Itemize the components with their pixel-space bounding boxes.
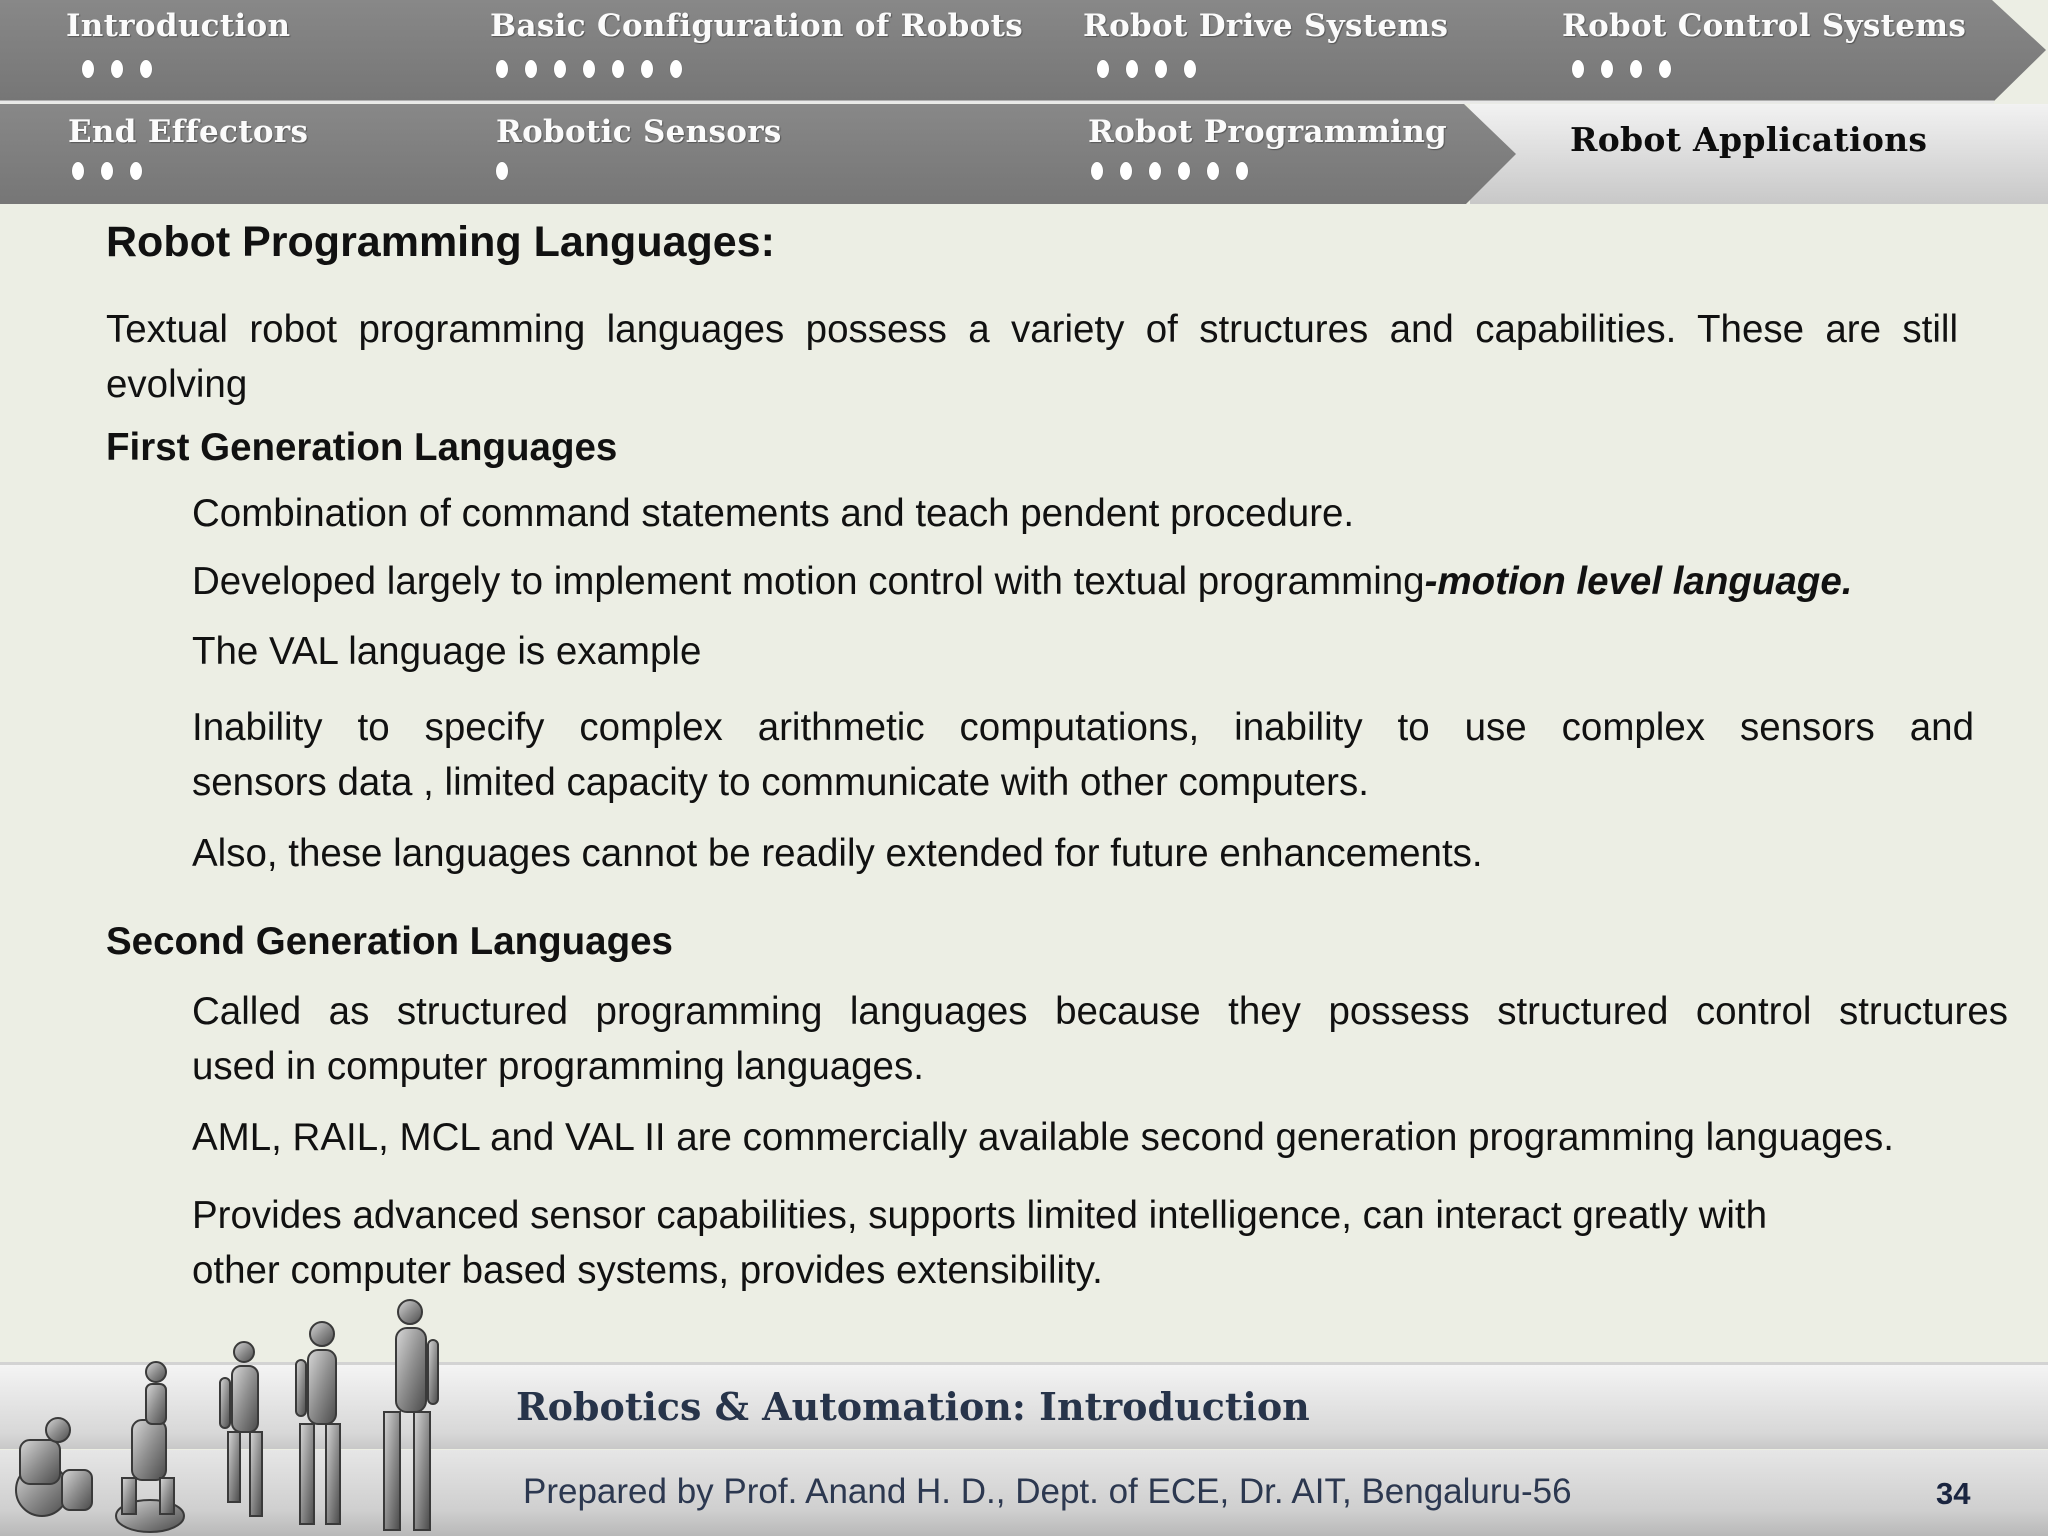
- second-gen-point-2: AML, RAIL, MCL and VAL II are commercially available second generation programming languages.: [192, 1116, 1894, 1159]
- first-gen-point-4-line: Inability to specify complex arithmetic computations, inability to use complex sensors and: [192, 706, 1974, 749]
- nav-dot[interactable]: [1126, 60, 1138, 78]
- first-gen-point-4: [192, 700, 1974, 810]
- nav-dot[interactable]: [583, 60, 595, 78]
- nav-dot[interactable]: [140, 60, 152, 78]
- page-number: 34: [1936, 1476, 1971, 1511]
- nav-label: End Effectors: [68, 114, 309, 150]
- first-gen-point-1: Combination of command statements and teach pendent procedure.: [192, 492, 1355, 535]
- nav-dot[interactable]: [130, 162, 142, 180]
- intro-paragraph: [106, 302, 1958, 412]
- first-gen-heading: First Generation Languages: [106, 426, 618, 469]
- nav-label: Robotic Sensors: [496, 114, 782, 150]
- intro-line: evolving: [106, 363, 248, 406]
- nav-dot[interactable]: [1207, 162, 1219, 180]
- nav-item-robot-programming[interactable]: [1088, 114, 1447, 180]
- nav-label: Robot Drive Systems: [1083, 8, 1449, 44]
- nav-dot[interactable]: [641, 60, 653, 78]
- nav-dot[interactable]: [496, 162, 508, 180]
- nav-dots: [1562, 60, 1966, 78]
- nav-dots: [490, 60, 1023, 78]
- nav-label: Robot Control Systems: [1562, 8, 1967, 44]
- nav-label: Robot Programming: [1088, 114, 1448, 150]
- nav-dot[interactable]: [111, 60, 123, 78]
- first-gen-point-5: Also, these languages cannot be readily extended for future enhancements.: [192, 832, 1483, 875]
- intro-line: Textual robot programming languages possess a variety of structures and capabilities. These are still: [106, 308, 1958, 351]
- nav-dot[interactable]: [670, 60, 682, 78]
- footer-title: Robotics & Automation: Introduction: [516, 1384, 1310, 1429]
- nav-dot[interactable]: [1572, 60, 1584, 78]
- nav-item-control-systems[interactable]: [1562, 8, 1966, 78]
- nav-dot[interactable]: [1097, 60, 1109, 78]
- first-gen-point-4-line: sensors data , limited capacity to communicate with other computers.: [192, 761, 1369, 804]
- first-gen-point-3: The VAL language is example: [192, 630, 702, 673]
- second-gen-heading: Second Generation Languages: [106, 920, 673, 963]
- footer-credit: Prepared by Prof. Anand H. D., Dept. of ECE, Dr. AIT, Bengaluru-56: [523, 1472, 1572, 1511]
- first-gen-point-2-emphasis: -motion level language.: [1424, 560, 1853, 603]
- nav-dots: [68, 162, 308, 180]
- nav-item-robot-applications[interactable]: [1570, 120, 1927, 159]
- nav-dot[interactable]: [101, 162, 113, 180]
- nav-dot[interactable]: [612, 60, 624, 78]
- robot-figure-5: [384, 1300, 438, 1530]
- nav-dot[interactable]: [554, 60, 566, 78]
- robot-evolution-image: [0, 1290, 460, 1536]
- robot-figure-1: [16, 1418, 92, 1516]
- nav-dot[interactable]: [525, 60, 537, 78]
- nav-dots: [66, 60, 290, 78]
- first-gen-point-2-text: Developed largely to implement motion control with textual programming: [192, 560, 1425, 603]
- section-navigation: [0, 0, 2048, 206]
- nav-label-active: Robot Applications: [1570, 120, 1928, 159]
- first-gen-point-2: [192, 560, 1852, 604]
- nav-item-robotic-sensors[interactable]: [496, 114, 782, 180]
- nav-dot[interactable]: [1659, 60, 1671, 78]
- nav-dot[interactable]: [1630, 60, 1642, 78]
- nav-dot[interactable]: [82, 60, 94, 78]
- nav-dot[interactable]: [1184, 60, 1196, 78]
- nav-dot[interactable]: [1120, 162, 1132, 180]
- second-gen-point-3-line: other computer based systems, provides extensibility.: [192, 1249, 1103, 1292]
- nav-dot[interactable]: [72, 162, 84, 180]
- nav-dot[interactable]: [496, 60, 508, 78]
- second-gen-point-1-line: used in computer programming languages.: [192, 1045, 924, 1088]
- nav-item-basic-configuration[interactable]: [490, 8, 1023, 78]
- nav-dot[interactable]: [1091, 162, 1103, 180]
- nav-label: Introduction: [66, 8, 291, 44]
- nav-dots: [496, 162, 782, 180]
- second-gen-point-1: [192, 984, 2008, 1094]
- nav-dots: [1083, 60, 1448, 78]
- second-gen-point-1-line: Called as structured programming languages because they possess structured control structures: [192, 990, 2008, 1033]
- second-gen-point-3-line: Provides advanced sensor capabilities, supports limited intelligence, can interact greatly with: [192, 1194, 1768, 1237]
- robot-figure-4: [296, 1322, 340, 1524]
- nav-dot[interactable]: [1601, 60, 1613, 78]
- slide-title: Robot Programming Languages:: [106, 218, 775, 266]
- nav-item-end-effectors[interactable]: [68, 114, 308, 180]
- nav-dot[interactable]: [1236, 162, 1248, 180]
- second-gen-point-3: [192, 1188, 2008, 1298]
- nav-dot[interactable]: [1178, 162, 1190, 180]
- nav-dots: [1088, 162, 1447, 180]
- nav-item-introduction[interactable]: [66, 8, 290, 78]
- robot-figure-2: [116, 1362, 184, 1532]
- nav-label: Basic Configuration of Robots: [490, 8, 1023, 44]
- nav-item-drive-systems[interactable]: [1083, 8, 1448, 78]
- nav-dot[interactable]: [1155, 60, 1167, 78]
- robot-figure-3: [220, 1342, 262, 1516]
- nav-dot[interactable]: [1149, 162, 1161, 180]
